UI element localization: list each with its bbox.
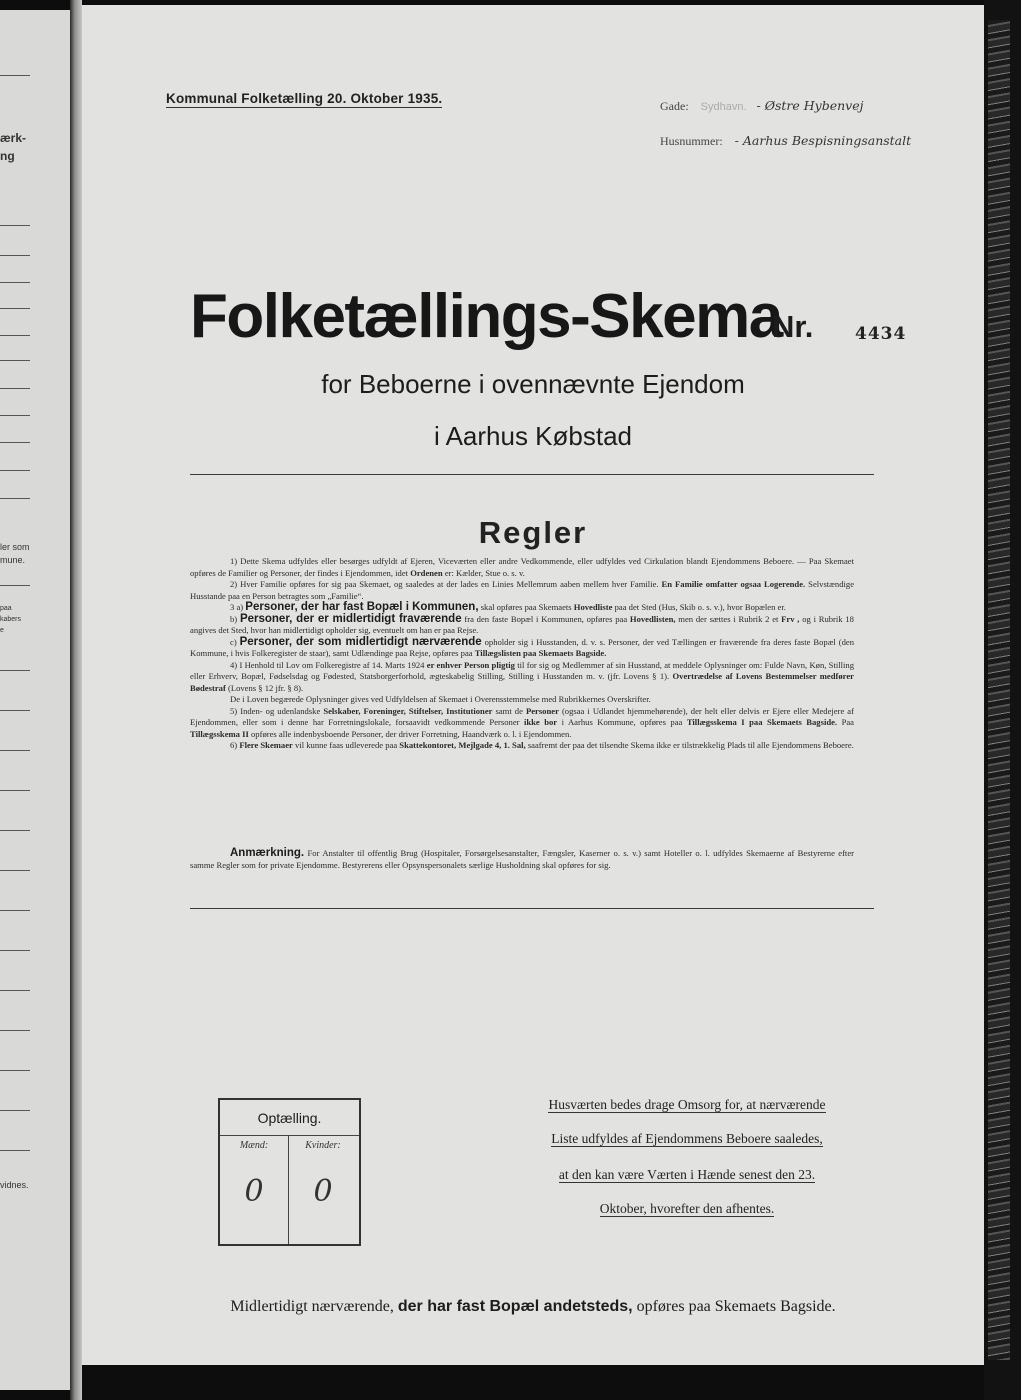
form-line: [0, 990, 30, 991]
form-line: [0, 830, 30, 831]
rule-3c: c) Personer, der som midlertidigt nærværende opholder sig i Husstanden, d. v. s. Personer, der ved Tællingen er fraværende fra deres faste Bopæl (den Kommune, i hvis Folkeregister de staar), samt Udlændinge paa Rejse, opføres paa Tillægslisten paa Skemaets Bagside.: [190, 635, 854, 658]
tally-box: [218, 1098, 361, 1246]
form-line: [0, 75, 30, 76]
form-line: [0, 910, 30, 911]
page-fragment: e: [0, 627, 4, 634]
page-fragment: mune.: [0, 555, 26, 565]
rule-2: 2) Hver Familie opføres for sig paa Skemaet, og saaledes at der lades en Linies Mellemrum aaben mellem hver Familie. En Familie omfatter ogsaa Logerende. Selvstændige Husstande paa en Person betragtes som „Familie“.: [190, 579, 855, 601]
rules-heading: Regler: [478, 515, 588, 550]
form-line: [0, 1070, 30, 1071]
rule-5: 5) Inden- og udenlandske Selskaber, Foreninger, Stiftelser, Institutioner samt de Personer (ogsaa i Udlandet hjemmehørende), der helt eller delvis er Ejere eller Medejere af Ejendommen, eller som i denne har Forretningslokale, forsaavidt vedkommende Personer ikke bor i Aarhus Kommune, opføres paa Tillægsskema I paa Skemaets Bagside. Paa Tillægsskema II opføres alle indenbysboende Personer, der driver Forretning, Haandværk o. l. i Ejendommen.: [190, 705, 854, 739]
tally-men-label: Mænd:: [239, 1140, 269, 1151]
form-line: [0, 282, 30, 283]
form-line: [0, 470, 30, 471]
rule-1: 1) Dette Skema udfyldes eller besørges udfyldt af Ejeren, Viceværten eller andre Vedkommende, eller udfyldes ved Cirkulation blandt Ejendommens Beboere. — Paa Skemaet opføres de Familier og Personer, der findes i Ejendommen, idet Ordenen er: Kælder, Stue o. s. v.: [190, 556, 854, 578]
form-line: [0, 950, 30, 951]
page-fragment: ler som: [0, 542, 30, 552]
form-line: [0, 585, 30, 586]
remark-paragraph: [190, 848, 854, 871]
form-line: [0, 790, 30, 791]
page-fragment: paa: [0, 605, 12, 612]
house-number-field: [660, 132, 911, 150]
form-line: [0, 1030, 30, 1031]
form-line: [0, 308, 30, 309]
tally-men-value: 0: [244, 1174, 264, 1209]
form-line: [0, 710, 30, 711]
subtitle-line-2: i Aarhus Købstad: [434, 421, 632, 451]
form-line: [0, 225, 30, 226]
page-fragment: ærk-: [0, 131, 27, 145]
rule-3a: 3 a) Personer, der har fast Bopæl i Kommunen, skal opføres paa Skemaets Hovedliste paa det Sted (Hus, Skib o. s. v.), hvor Bopælen er.: [230, 601, 786, 613]
subtitle-line-1: for Beboerne i ovennævnte Ejendom: [321, 369, 745, 399]
divider-bottom: [190, 908, 874, 909]
book-gutter: [70, 0, 82, 1400]
rule-6: 6) Flere Skemaer vil kunne faas udleverede paa Skattekontoret, Mejlgade 4, 1. Sal, saafremt der paa det tilsendte Skema ikke er tilstrækkelig Plads til alle Ejendommens Beboere.: [230, 740, 854, 750]
form-line: [0, 1150, 30, 1151]
rule-4-note: De i Loven begærede Oplysninger gives ved Udfyldelsen af Skemaet i Overensstemmelse med Rubrikkernes Overskrifter.: [230, 694, 651, 704]
previous-page-edge: [0, 10, 72, 1390]
form-line: [0, 498, 30, 499]
form-line: [0, 1110, 30, 1111]
landlord-notice-line-2: Liste udfyldes af Ejendommens Beboere saaledes,: [551, 1131, 823, 1146]
street-handwritten-value: - Østre Hybenvej: [756, 98, 864, 113]
footer-note: Midlertidigt nærværende, der har fast Bopæl andetsteds, opføres paa Skemaets Bagside.: [230, 1298, 836, 1315]
tally-women-label: Kvinder:: [305, 1140, 341, 1151]
form-number-value: 4434: [855, 324, 907, 344]
form-line: [0, 360, 30, 361]
remark-heading: Anmærkning.: [230, 847, 305, 859]
main-title: Folketællings-Skema: [190, 282, 782, 351]
street-printed-value: Sydhavn.: [700, 101, 747, 113]
form-line: [0, 335, 30, 336]
form-line: [0, 255, 30, 256]
page-fragment: ng: [0, 149, 15, 163]
landlord-notice-line-3: at den kan være Værten i Hænde senest den 23.: [558, 1167, 816, 1182]
house-number-handwritten-value: - Aarhus Bespisningsanstalt: [734, 133, 912, 148]
divider-top: [190, 474, 874, 475]
rule-3b: b) Personer, der er midlertidigt fraværende fra den faste Bopæl i Kommunen, opføres paa Hovedlisten, men der sættes i Rubrik 2 et Frv , og i Rubrik 18 angives det Sted, hvor han midlertidigt opholder sig, eventuelt om han er paa Rejse.: [190, 612, 854, 635]
census-form-page: [82, 5, 984, 1365]
marbled-edge: [988, 20, 1010, 1360]
form-line: [0, 442, 30, 443]
form-number-label: Nr.: [772, 309, 814, 344]
page-fragment: vidnes.: [0, 1180, 29, 1190]
rule-4: 4) I Henhold til Lov om Folkeregistre af 14. Marts 1924 er enhver Person pligtig til for sig og Medlemmer af sin Husstand, at meddele Oplysninger om: Fulde Navn, Køn, Stilling eller Erhverv, Bopæl, Fødselsdag og Fødested, Statsborgerforhold, ægteskabelig Stilling, Stilling i Husstanden m. v. (jfr. Lovens § 1). Overtrædelse af Lovens Bestemmelser medfører Bødestraf (Lovens § 12 jfr. § 8).: [190, 659, 854, 693]
landlord-notice-line-4: Oktober, hvorefter den afhentes.: [599, 1201, 775, 1216]
form-line: [0, 750, 30, 751]
house-number-label: Husnummer:: [660, 134, 723, 148]
landlord-notice-line-1: Husværten bedes drage Omsorg for, at nærværende: [548, 1097, 826, 1112]
form-line: [0, 870, 30, 871]
page-edge-binding: [984, 0, 1021, 1400]
form-line: [0, 415, 30, 416]
tally-women-value: 0: [313, 1174, 333, 1209]
street-label: Gade:: [660, 99, 689, 113]
form-line: [0, 388, 30, 389]
form-line: [0, 670, 30, 671]
street-field: [660, 97, 864, 115]
census-title: Kommunal Folketælling 20. Oktober 1935.: [166, 91, 443, 106]
page-fragment: kabers: [0, 616, 22, 623]
remark-text: For Anstalter til offentlig Brug (Hospitaler, Forsørgelsesanstalter, Fængsler, Kaserner o. s. v.) samt Hoteller o. l. udfyldes Skemaerne af Bestyrerne efter samme Regler som for private Ejendomme. Bestyrerens eller Opsynspersonalets særlige Husholdning skal opføres for sig.: [190, 848, 854, 870]
rules-text: [190, 556, 854, 752]
tally-title: Optælling.: [220, 1100, 359, 1136]
